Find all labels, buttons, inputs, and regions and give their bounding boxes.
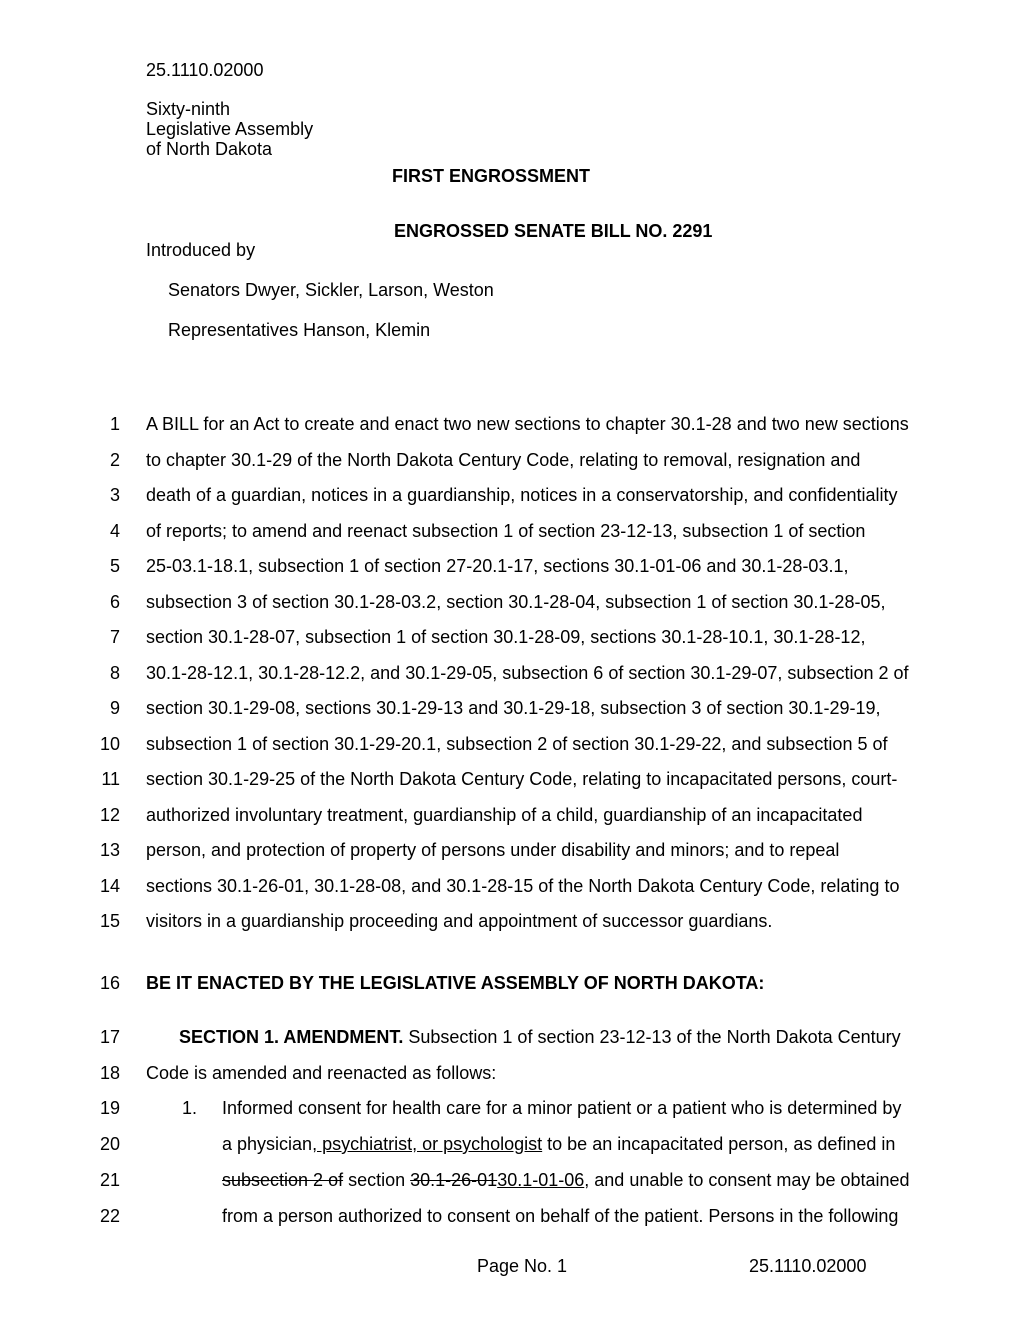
- line-text: section 30.1-29-08, sections 30.1-29-13 and 30.1-29-18, subsection 3 of section 30.1-29-19,: [146, 698, 881, 718]
- bill-line: [0, 696, 1024, 720]
- line-number: 8: [109, 663, 120, 683]
- line-number: 18: [99, 1063, 120, 1083]
- line-text: Informed consent for health care for a minor patient or a patient who is determined by: [222, 1098, 902, 1118]
- bill-line: [0, 1132, 1024, 1156]
- bill-title: ENGROSSED SENATE BILL NO. 2291: [394, 221, 713, 241]
- bill-line: [0, 909, 1024, 933]
- section-heading: SECTION 1. AMENDMENT.: [179, 1027, 404, 1047]
- bill-line: [0, 1168, 1024, 1192]
- line-number: 22: [99, 1206, 120, 1226]
- bill-line: [0, 1096, 1024, 1120]
- line-text: 30.1-28-12.1, 30.1-28-12.2, and 30.1-29-05, subsection 6 of section 30.1-29-07, subsection 2 of: [146, 663, 909, 683]
- line-number: 4: [109, 521, 120, 541]
- line-text: section 30.1-29-25 of the North Dakota Century Code, relating to incapacitated persons, court-: [146, 769, 898, 789]
- bill-line: [0, 874, 1024, 898]
- line-text: subsection 3 of section 30.1-28-03.2, section 30.1-28-04, subsection 1 of section 30.1-28-05,: [146, 592, 886, 612]
- bill-line: [0, 483, 1024, 507]
- footer-document-id: 25.1110.02000: [749, 1256, 867, 1276]
- line-text: A BILL for an Act to create and enact two new sections to chapter 30.1-28 and two new sections: [146, 414, 909, 434]
- line-text: , and unable to consent may be obtained: [584, 1170, 910, 1190]
- line-number: 7: [109, 627, 120, 647]
- line-number: 12: [99, 805, 120, 825]
- line-text: to chapter 30.1-29 of the North Dakota Century Code, relating to removal, resignation and: [146, 450, 861, 470]
- line-text: person, and protection of property of persons under disability and minors; and to repeal: [146, 840, 840, 860]
- bill-line: [0, 1025, 1024, 1049]
- sponsor-senators: Senators Dwyer, Sickler, Larson, Weston: [168, 280, 494, 300]
- line-number: 6: [109, 592, 120, 612]
- sponsor-representatives: Representatives Hanson, Klemin: [168, 320, 431, 340]
- inserted-text: , psychiatrist, or psychologist: [312, 1134, 543, 1154]
- line-number: 17: [99, 1027, 120, 1047]
- assembly-line-2: Legislative Assembly: [146, 119, 314, 139]
- bill-line: [0, 1061, 1024, 1085]
- line-text: section 30.1-28-07, subsection 1 of section 30.1-28-09, sections 30.1-28-10.1, 30.1-28-12,: [146, 627, 866, 647]
- line-number: 10: [99, 734, 120, 754]
- line-text: visitors in a guardianship proceeding and appointment of successor guardians.: [146, 911, 773, 931]
- line-number: 2: [109, 450, 120, 470]
- line-text: death of a guardian, notices in a guardianship, notices in a conservatorship, and confidentiality: [146, 485, 898, 505]
- bill-line: [0, 412, 1024, 436]
- enacting-clause: [0, 971, 1024, 995]
- enacting-text: BE IT ENACTED BY THE LEGISLATIVE ASSEMBLY OF NORTH DAKOTA:: [146, 973, 765, 993]
- bill-line: [0, 519, 1024, 543]
- line-text: 25-03.1-18.1, subsection 1 of section 27-20.1-17, sections 30.1-01-06 and 30.1-28-03.1,: [146, 556, 849, 576]
- bill-line: [0, 803, 1024, 827]
- bill-line: [0, 1204, 1024, 1228]
- deleted-text: 30.1-26-01: [410, 1170, 498, 1190]
- deleted-text: subsection 2 of: [222, 1170, 344, 1190]
- bill-line: [0, 590, 1024, 614]
- line-text: a physician: [222, 1134, 313, 1154]
- bill-line: [0, 448, 1024, 472]
- line-text: of reports; to amend and reenact subsection 1 of section 23-12-13, subsection 1 of section: [146, 521, 866, 541]
- line-number: 11: [101, 769, 120, 789]
- line-number: 16: [99, 973, 120, 993]
- bill-line: [0, 732, 1024, 756]
- line-number: 19: [99, 1098, 120, 1118]
- bill-line: [0, 554, 1024, 578]
- introduced-by: Introduced by: [146, 240, 256, 260]
- line-number: 1: [109, 414, 120, 434]
- bill-line: [0, 767, 1024, 791]
- page-number: Page No. 1: [477, 1256, 568, 1276]
- assembly-line-3: of North Dakota: [146, 139, 273, 159]
- engrossment-title: FIRST ENGROSSMENT: [392, 166, 591, 186]
- document-id: 25.1110.02000: [146, 60, 264, 80]
- line-text: subsection 1 of section 30.1-29-20.1, subsection 2 of section 30.1-29-22, and subsection 5 of: [146, 734, 888, 754]
- line-text: section: [343, 1170, 411, 1190]
- line-number: 14: [99, 876, 120, 896]
- line-text: from a person authorized to consent on behalf of the patient. Persons in the following: [222, 1206, 899, 1226]
- line-number: 15: [99, 911, 120, 931]
- assembly-line-1: Sixty-ninth: [146, 99, 231, 119]
- line-number: 21: [99, 1170, 120, 1190]
- line-text: sections 30.1-26-01, 30.1-28-08, and 30.1-28-15 of the North Dakota Century Code, relating to: [146, 876, 900, 896]
- line-text: to be an incapacitated person, as defined in: [542, 1134, 896, 1154]
- line-text: Subsection 1 of section 23-12-13 of the North Dakota Century: [403, 1027, 901, 1047]
- bill-line: [0, 625, 1024, 649]
- line-text: authorized involuntary treatment, guardianship of a child, guardianship of an incapacitated: [146, 805, 863, 825]
- line-number: 9: [109, 698, 120, 718]
- bill-line: [0, 838, 1024, 862]
- line-number: 3: [109, 485, 120, 505]
- line-number: 13: [99, 840, 120, 860]
- bill-line: [0, 661, 1024, 685]
- line-text: Code is amended and reenacted as follows:: [146, 1063, 497, 1083]
- line-number: 20: [99, 1134, 120, 1154]
- inserted-text: 30.1-01-06: [497, 1170, 585, 1190]
- subsection-marker: 1.: [182, 1098, 198, 1118]
- line-number: 5: [109, 556, 120, 576]
